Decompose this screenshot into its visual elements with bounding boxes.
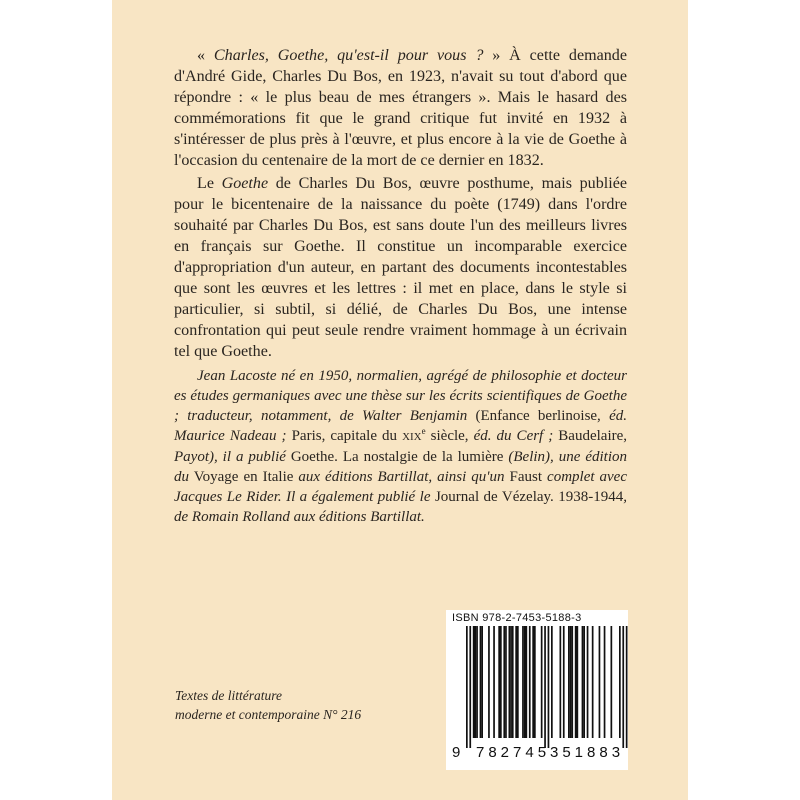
century-numeral: XIX: [402, 431, 422, 443]
quote-open: «: [197, 47, 214, 64]
barcode-bar: [560, 626, 562, 738]
barcode-bar: [548, 626, 550, 748]
barcode-bar: [469, 626, 471, 748]
barcode-bar: [498, 626, 500, 738]
barcode-bar: [626, 626, 628, 748]
barcode-bar: [473, 626, 475, 738]
barcode-left-digits: 782745: [476, 744, 551, 761]
barcode-bar: [466, 626, 468, 748]
barcode-bar: [488, 626, 490, 738]
barcode-bar: [522, 626, 524, 738]
barcode-bar: [599, 626, 601, 738]
gide-question: Charles, Goethe, qu'est-il pour vous ?: [213, 47, 484, 64]
barcode-bar: [480, 626, 482, 738]
barcode-bar: [524, 626, 526, 738]
barcode-icon: [446, 626, 628, 752]
barcode-bar: [541, 626, 543, 738]
bio-fragment: Faust: [504, 469, 548, 485]
barcode-bar: [583, 626, 585, 738]
text-fragment: Le: [197, 175, 222, 192]
barcode-first-digit: 9: [452, 744, 461, 761]
barcode-bar: [526, 626, 528, 738]
barcode-bar: [551, 626, 553, 738]
barcode-bar: [481, 626, 483, 738]
barcode-right-digits: 351883: [550, 744, 625, 761]
barcode-bar: [611, 626, 613, 738]
barcode-bar: [517, 626, 519, 738]
barcode-bar: [544, 626, 546, 748]
barcode-bar: [512, 626, 514, 738]
century-superscript: e: [421, 426, 426, 436]
paragraph-intro: [174, 45, 627, 171]
bio-fragment: Baudelaire,: [553, 428, 628, 444]
barcode-bar: [575, 626, 577, 738]
barcode-bar: [476, 626, 478, 738]
bio-fragment: Voyage en Italie: [189, 469, 299, 485]
text-fragment: de Charles Du Bos, œuvre posthume, mais publiée pour le bicentenaire de la naissance du poète (1749) dans l'ordre souhaité par Charles Du Bos, est sans doute l'un des meilleurs livres en français sur Goethe. Il constitue un incomparable exercice d'appropriation d'un auteur, en partant des documents incontestables que sont les œuvres et les lettres : il met en place, dans le style si particulier, si subtil, si délié, de Charles Du Bos, une intense confrontation qui peut seule rendre vraiment hommage à un écrivain tel que Goethe.: [174, 175, 627, 360]
bio-fragment: Paris, capitale du: [286, 428, 403, 444]
barcode-bar: [582, 626, 584, 738]
bio-fragment: aux éditions Bartillat, ainsi qu'un: [298, 469, 505, 485]
bio-fragment: éd. Maurice Nadeau ;: [174, 408, 627, 444]
barcode-bar: [532, 626, 534, 738]
bio-fragment: Journal de Vézelay. 1938-1944: [430, 489, 624, 505]
barcode-bar: [500, 626, 502, 738]
bio-fragment: Goethe. La nostalgie de la lumière: [285, 449, 509, 465]
bio-fragment: complet avec Jacques Le Rider. Il a également publié le: [174, 469, 627, 505]
barcode-bar: [619, 626, 621, 738]
barcode-bar: [493, 626, 495, 738]
barcode-bar: [475, 626, 477, 738]
collection-line: moderne et contemporaine N° 216: [175, 707, 362, 722]
barcode-bar: [529, 626, 531, 738]
barcode-bar: [568, 626, 570, 738]
barcode-bar: [515, 626, 517, 738]
bio-fragment: (Belin), une édition du: [174, 449, 627, 485]
bio-fragment: (Enfance berlinoise,: [467, 408, 610, 424]
barcode-bar: [577, 626, 579, 738]
barcode-bar: [505, 626, 507, 738]
bio-fragment: siècle,: [425, 428, 474, 444]
bio-fragment: Payot), il a publié: [174, 449, 286, 465]
barcode-bar: [570, 626, 572, 738]
isbn-label: ISBN 978-2-7453-5188-3: [452, 612, 582, 624]
barcode-bar: [510, 626, 512, 738]
barcode-bar: [509, 626, 511, 738]
barcode-bar: [622, 626, 624, 748]
barcode-block: [446, 610, 628, 770]
barcode-bar: [563, 626, 565, 738]
barcode-bar: [571, 626, 573, 738]
author-bio: [174, 366, 627, 527]
barcode-bar: [503, 626, 505, 738]
barcode-bar: [534, 626, 536, 738]
barcode-bar: [592, 626, 594, 738]
bio-fragment: éd. du Cerf ;: [473, 428, 554, 444]
barcode-bar: [604, 626, 606, 738]
paragraph-description: [174, 173, 627, 362]
collection-line: Textes de littérature: [175, 688, 282, 703]
bio-fragment: , de Romain Rolland aux éditions Bartillat.: [174, 489, 627, 525]
paragraph-intro-text: » À cette demande d'André Gide, Charles Du Bos, en 1923, n'avait su tout d'abord que répondre : « le plus beau de mes étrangers ». Mais le hasard des commémorations fit que le grand critique fut invité en 1932 à s'intéresser de plus près à l'œuvre, et plus encore à la vie de Goethe à l'occasion du centenaire de la mort de ce dernier en 1832.: [174, 47, 627, 169]
collection-name: [175, 686, 361, 724]
barcode-bar: [587, 626, 589, 738]
bio-fragment: Jean Lacoste né en 1950, normalien, agrégé de philosophie et docteur es études germaniques avec une thèse sur les écrits scientifiques de Goethe ; traducteur, notamment, de Walter Benjamin: [174, 368, 627, 424]
book-title-goethe: Goethe: [221, 175, 269, 192]
